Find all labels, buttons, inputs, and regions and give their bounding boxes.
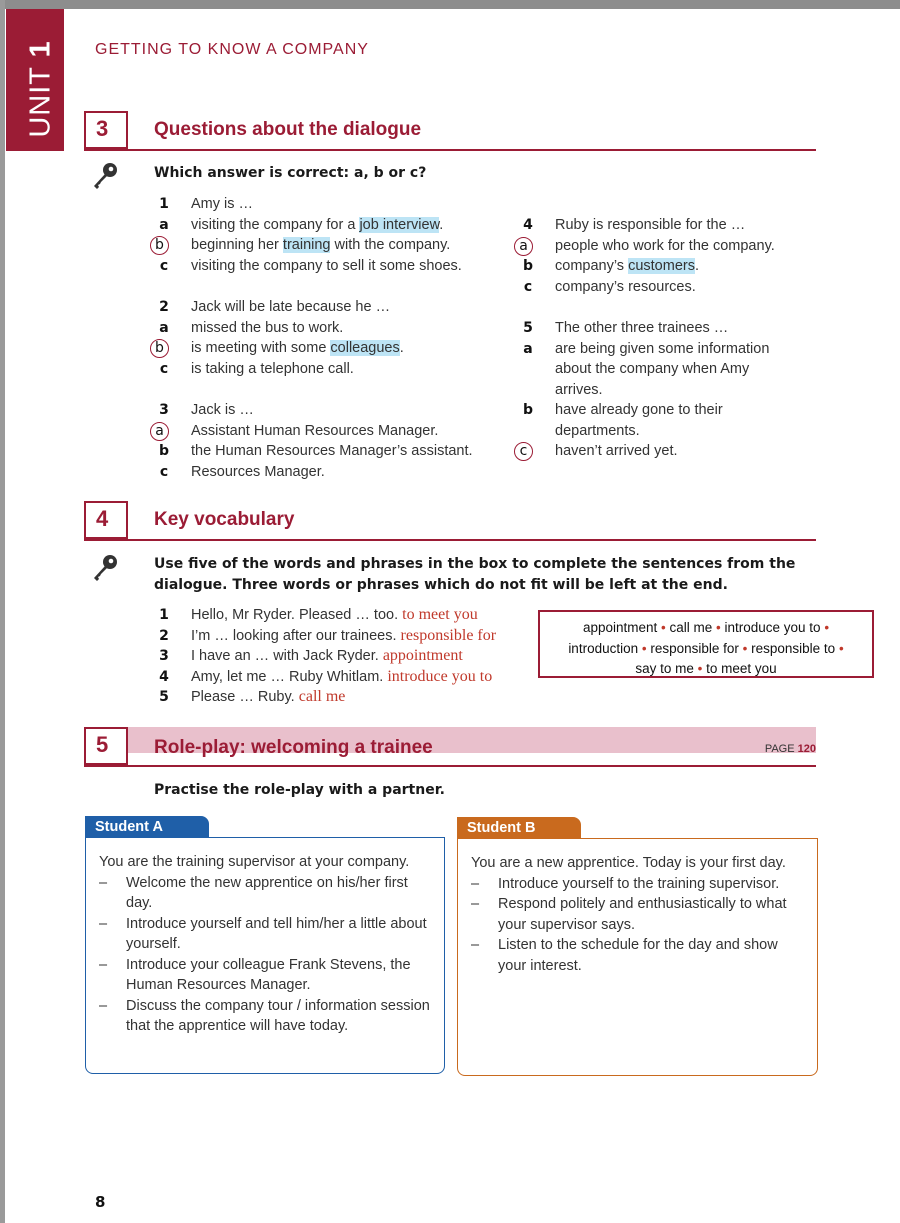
question-text: Jack will be late because he …: [191, 299, 391, 315]
option-text: [191, 235, 450, 256]
vocabulary-box: [538, 610, 874, 678]
sentence-number: 3: [159, 648, 169, 664]
section-number: 3: [96, 116, 109, 141]
section-3-header: [84, 111, 816, 151]
unit-label: UNIT 1: [24, 40, 57, 138]
circled-answer-label: b: [150, 236, 169, 255]
section-number: 4: [96, 506, 109, 531]
option-text: [191, 338, 404, 359]
sentence-text: [191, 687, 345, 708]
option-label: b: [522, 258, 534, 274]
section-title: Role-play: welcoming a trainee: [154, 737, 433, 758]
option-line: have already gone to their: [555, 402, 723, 418]
option-text: [191, 359, 354, 380]
question-number: 1: [159, 196, 169, 212]
page-reference: PAGE 120: [764, 743, 816, 755]
question-text: Ruby is responsible for the …: [555, 217, 746, 233]
student-a-tab: Student A: [85, 816, 209, 838]
question-number: 3: [159, 402, 169, 418]
option-line: departments.: [555, 422, 640, 439]
sentence-text: [191, 667, 492, 688]
option-pre: visiting the company to sell it some shoes.: [191, 257, 462, 274]
option-label: b: [522, 402, 534, 418]
question-text: The other three trainees …: [555, 320, 729, 336]
vocab-box-line: [540, 639, 872, 660]
option-pre: visiting the company for a: [191, 216, 360, 233]
question-text: Jack is …: [191, 402, 254, 418]
handwritten-answer: introduce you to: [387, 667, 493, 685]
bullet-dot: •: [712, 620, 725, 635]
section-4-header: [84, 501, 816, 541]
page-number: 8: [95, 1193, 106, 1211]
handwritten-answer: appointment: [382, 647, 463, 664]
option-text: [555, 277, 696, 298]
option-label: a: [159, 216, 169, 233]
option-pre: missed the bus to work.: [191, 319, 344, 336]
sentence-number: 4: [159, 668, 169, 685]
vocab-word: say to me: [635, 661, 694, 676]
highlighted-keyword: customers: [628, 258, 695, 274]
card-task-list: [99, 873, 432, 1037]
sentence-text: [191, 626, 496, 647]
option-post: .: [399, 340, 404, 356]
vocab-word: responsible to: [751, 640, 836, 656]
section-5-instruction: Practise the role-play with a partner.: [154, 782, 445, 798]
option-pre: is meeting with some: [191, 340, 331, 356]
key-icon: [90, 161, 120, 191]
card-task: – Discuss the company tour / information session that the apprentice will have today.: [99, 996, 432, 1037]
card-task: – Introduce your colleague Frank Stevens, the Human Resources Manager.: [99, 955, 432, 996]
page-header: GETTING TO KNOW A COMPANY: [95, 41, 369, 58]
circled-answer-label: b: [150, 339, 169, 358]
sentence-body: Amy, let me … Ruby Whitlam.: [191, 668, 384, 685]
option-line: are being given some information: [555, 340, 770, 357]
vocab-word: responsible for: [650, 640, 739, 656]
option-line: arrives.: [555, 381, 603, 398]
vocab-box-line: [540, 618, 872, 639]
highlighted-keyword: colleagues: [330, 340, 400, 356]
option-pre: people who work for the company.: [555, 237, 775, 254]
bullet-dot: •: [820, 620, 830, 635]
option-label: a: [523, 340, 533, 357]
option-text: [191, 421, 438, 442]
bullet-dot: •: [835, 640, 844, 656]
sentence-number: 1: [159, 607, 169, 623]
question-number: 2: [159, 299, 169, 315]
student-b-card: [457, 838, 818, 1076]
left-scan-edge: [0, 0, 5, 1223]
student-a-card: [85, 837, 445, 1074]
section-5-header: [84, 727, 816, 767]
section-number: 5: [96, 732, 109, 757]
card-intro: You are a new apprentice. Today is your first day.: [471, 855, 786, 871]
option-post: with the company.: [330, 237, 451, 253]
card-task-list: [471, 874, 805, 977]
vocab-box-line: [540, 659, 872, 680]
option-pre: company’s resources.: [555, 278, 696, 295]
handwritten-answer: call me: [298, 688, 346, 705]
sentence-body: Please … Ruby.: [191, 689, 295, 705]
card-task: – Listen to the schedule for the day and show your interest.: [471, 935, 805, 976]
option-text: [191, 318, 343, 339]
circled-answer-label: c: [514, 442, 533, 461]
option-line: haven’t arrived yet.: [555, 443, 678, 459]
option-text: [191, 256, 462, 277]
highlighted-keyword: job interview: [359, 216, 440, 233]
vocab-word: introduction: [568, 640, 639, 656]
vocab-word: call me: [669, 620, 713, 635]
sentence-text: [191, 605, 478, 626]
question-number: 5: [523, 320, 533, 336]
option-pre: the Human Resources Manager’s assistant.: [191, 443, 473, 459]
sentence-body: I have an … with Jack Ryder.: [191, 648, 379, 664]
bullet-dot: •: [738, 640, 752, 656]
option-text: [191, 462, 325, 483]
question-number: 4: [523, 217, 533, 233]
bullet-dot: •: [657, 620, 670, 635]
sentence-body: I’m … looking after our trainees.: [191, 627, 397, 644]
handwritten-answer: to meet you: [402, 606, 478, 623]
circled-answer-label: a: [150, 422, 169, 441]
option-post: .: [694, 258, 699, 274]
sentence-number: 2: [159, 627, 169, 644]
sentence-text: [191, 646, 463, 667]
vocab-word: introduce you to: [724, 620, 821, 635]
section-3-instruction: Which answer is correct: a, b or c?: [154, 165, 427, 181]
sentence-number: 5: [159, 689, 169, 705]
sentence-body: Hello, Mr Ryder. Pleased … too.: [191, 607, 399, 623]
option-text: [555, 236, 775, 257]
top-scan-edge: [0, 0, 900, 9]
card-intro: You are the training supervisor at your company.: [99, 854, 410, 870]
option-label: c: [159, 463, 169, 480]
vocab-word: to meet you: [706, 661, 777, 676]
section-title: Key vocabulary: [154, 509, 295, 530]
option-pre: beginning her: [191, 237, 283, 253]
option-label: a: [159, 319, 169, 336]
option-text: [555, 400, 723, 441]
card-task: – Introduce yourself to the training supervisor.: [471, 874, 805, 895]
option-text: [555, 339, 769, 401]
option-post: .: [439, 216, 444, 233]
option-pre: Assistant Human Resources Manager.: [191, 422, 439, 439]
card-task: – Respond politely and enthusiastically to what your supervisor says.: [471, 894, 805, 935]
key-icon: [90, 553, 120, 583]
option-text: [555, 441, 678, 462]
vocab-word: appointment: [582, 620, 658, 635]
student-b-tab: Student B: [457, 817, 581, 839]
section-title: Questions about the dialogue: [154, 119, 422, 140]
section-4-instruction: Use five of the words and phrases in the box to complete the sentences from the dialogue. Three words or phrases which do not fit will be left at the end.: [154, 556, 796, 593]
option-label: c: [159, 257, 169, 274]
question-text: Amy is …: [191, 196, 254, 212]
option-pre: is taking a telephone call.: [191, 360, 354, 377]
option-label: c: [523, 278, 533, 295]
option-label: c: [159, 360, 169, 377]
card-task: – Welcome the new apprentice on his/her first day.: [99, 873, 432, 914]
option-text: [191, 441, 473, 462]
unit-tab: [6, 9, 64, 151]
option-pre: company’s: [555, 258, 629, 274]
option-line: about the company when Amy: [555, 361, 750, 377]
card-task: – Introduce yourself and tell him/her a little about yourself.: [99, 914, 432, 955]
handwritten-answer: responsible for: [400, 626, 497, 644]
highlighted-keyword: training: [282, 237, 331, 253]
option-text: [555, 256, 699, 277]
bullet-dot: •: [638, 640, 651, 656]
option-pre: Resources Manager.: [191, 463, 325, 480]
bullet-dot: •: [693, 661, 707, 676]
option-label: b: [158, 443, 170, 459]
option-text: [191, 215, 443, 236]
circled-answer-label: a: [514, 237, 533, 256]
